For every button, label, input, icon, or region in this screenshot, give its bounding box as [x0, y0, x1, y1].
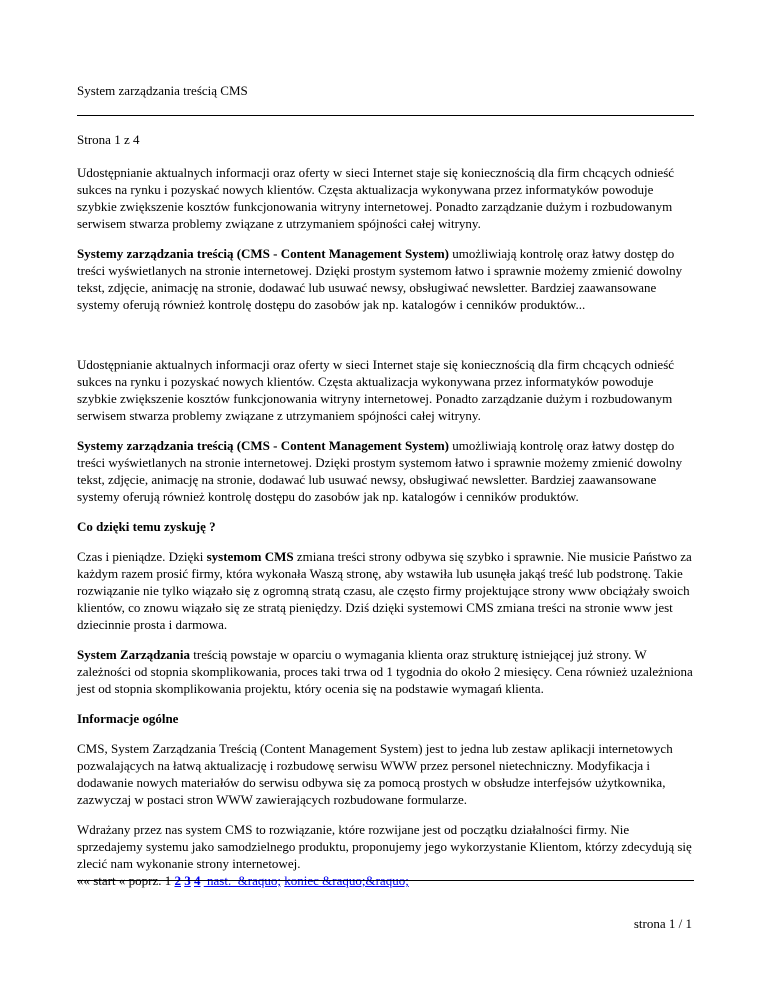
article-body [77, 164, 694, 889]
article-paragraph-2 [77, 437, 694, 505]
article-paragraph-5: CMS, System Zarządzania Treścią (Content Management System) jest to jedna lub zestaw aplikacji internetowych pozwalających na łatwą aktualizację i rozbudowę serwisu WWW przez personel nietechniczny. Modyfikacja i dodawanie nowych materiałów do serwisu odbywa się za pomocą prostych w obsłudze interfejsów użytkownika, zazwyczaj w postaci stron WWW zawierających rozbudowane formularze. [77, 741, 673, 807]
summary-bold-term: Systemy zarządzania treścią (CMS - Content Management System) [77, 246, 449, 261]
section-heading-general-info: Informacje ogólne [77, 711, 179, 726]
pagination-last-link[interactable]: koniec &raquo;&raquo; [284, 873, 409, 888]
article-paragraph-1: Udostępnianie aktualnych informacji oraz oferty w sieci Internet staje się koniecznością dla firm chcących odnieść sukces na rynku i pozyskać nowych klientów. Częsta aktualizacja wykonywana przez informatyków powoduje szybkie zwiększenie kosztów funkcjonowania witryny internetowej. Ponadto zarządzanie dużym i rozbudowanym serwisem stwarza problemy związane z utrzymaniem spójności całej witryny. [77, 357, 675, 423]
section-spacer [77, 326, 694, 356]
summary-paragraph-1: Udostępnianie aktualnych informacji oraz oferty w sieci Internet staje się koniecznością dla firm chcących odnieść sukces na rynku i pozyskać nowych klientów. Częsta aktualizacja wykonywana przez informatyków powoduje szybkie zwiększenie kosztów funkcjonowania witryny internetowej. Ponadto zarządzanie dużym i rozbudowanym serwisem stwarza problemy związane z utrzymaniem spójności całej witryny. [77, 165, 675, 231]
pagination-current: 1 [164, 873, 172, 888]
document-header-title: System zarządzania treścią CMS [77, 83, 248, 98]
pagination-next-link[interactable]: nast. &raquo; [203, 873, 282, 888]
pagination-page-link[interactable]: 4 [194, 873, 201, 888]
summary-paragraph-2-text: umożliwiają kontrolę oraz łatwy dostęp do treści wyświetlanych na stronie internetowej. Dzięki prostym systemom łatwo i sprawnie możemy zmienić dowolny tekst, zdjęcie, animację na stronie, dodawać lub usuwać newsy, obsługiwać newsletter. Bardziej zaawansowane systemy oferują również kontrolę dostępu do zasobów jak np. katalogów i cenników produktów... [77, 246, 683, 312]
bold-system-zarzadzania: System Zarządzania [77, 647, 191, 662]
article-bold-term: Systemy zarządzania treścią (CMS - Content Management System) [77, 438, 449, 453]
pagination-page-link[interactable]: 2 [174, 873, 181, 888]
section-heading-benefits: Co dzięki temu zyskuję ? [77, 519, 216, 534]
footer-divider [77, 880, 694, 881]
summary-paragraph-2 [77, 245, 694, 313]
article-paragraph-2-text: umożliwiają kontrolę oraz łatwy dostęp do treści wyświetlanych na stronie internetowej. Dzięki prostym systemom łatwo i sprawnie możemy zmienić dowolny tekst, zdjęcie, animację na stronie, dodawać lub usuwać newsy, obsługiwać newsletter. Bardziej zaawansowane systemy oferują również kontrolę dostępu do zasobów jak np. katalogów i cenników produktów. [77, 438, 683, 504]
article-paragraph-6: Wdrażany przez nas system CMS to rozwiązanie, które rozwijane jest od początku działalności firmy. Nie sprzedajemy systemu jako samodzielnego produktu, proponujemy jego wykorzystanie Klientom, którzy zdecydują się zlecić nam wykonanie strony internetowej. [77, 822, 692, 871]
article-paragraph-4: System Zarządzania treścią powstaje w oparciu o wymagania klienta oraz strukturę istniejącej już strony. W zależności od stopnia skomplikowania, proces taki trwa od 1 tygodnia do około 2 miesięcy. Cena również uzależniona jest od stopnia skomplikowania projektu, który ocenia się na podstawie wymagań klienta. [77, 647, 693, 696]
header-divider [77, 115, 694, 116]
pagination-page-link[interactable]: 3 [184, 873, 191, 888]
footer-page-number: strona 1 / 1 [633, 916, 692, 931]
bold-systemom-cms: systemom CMS [206, 549, 294, 564]
pagination-start: «« start [77, 873, 116, 888]
page-counter: Strona 1 z 4 [77, 132, 140, 147]
pagination-prev: « poprz. [118, 873, 162, 888]
article-paragraph-3: Czas i pieniądze. Dzięki systemom CMS zmiana treści strony odbywa się szybko i sprawnie. Nie musicie Państwo za każdym razem prosić firmy, która wykonała Waszą stronę, aby wstawiła lub usunęła jakąś treść lub podstronę. Takie rozwiązanie nie tylko wiązało się z ogromną stratą czasu, ale często firmy projektujące strony www obciążały swoich klientów, co znowu wiązało się ze stratą pieniędzy. Dziś dzięki systemowi CMS zmiana treści na stronie www jest dziecinnie prosta i darmowa. [77, 549, 692, 632]
